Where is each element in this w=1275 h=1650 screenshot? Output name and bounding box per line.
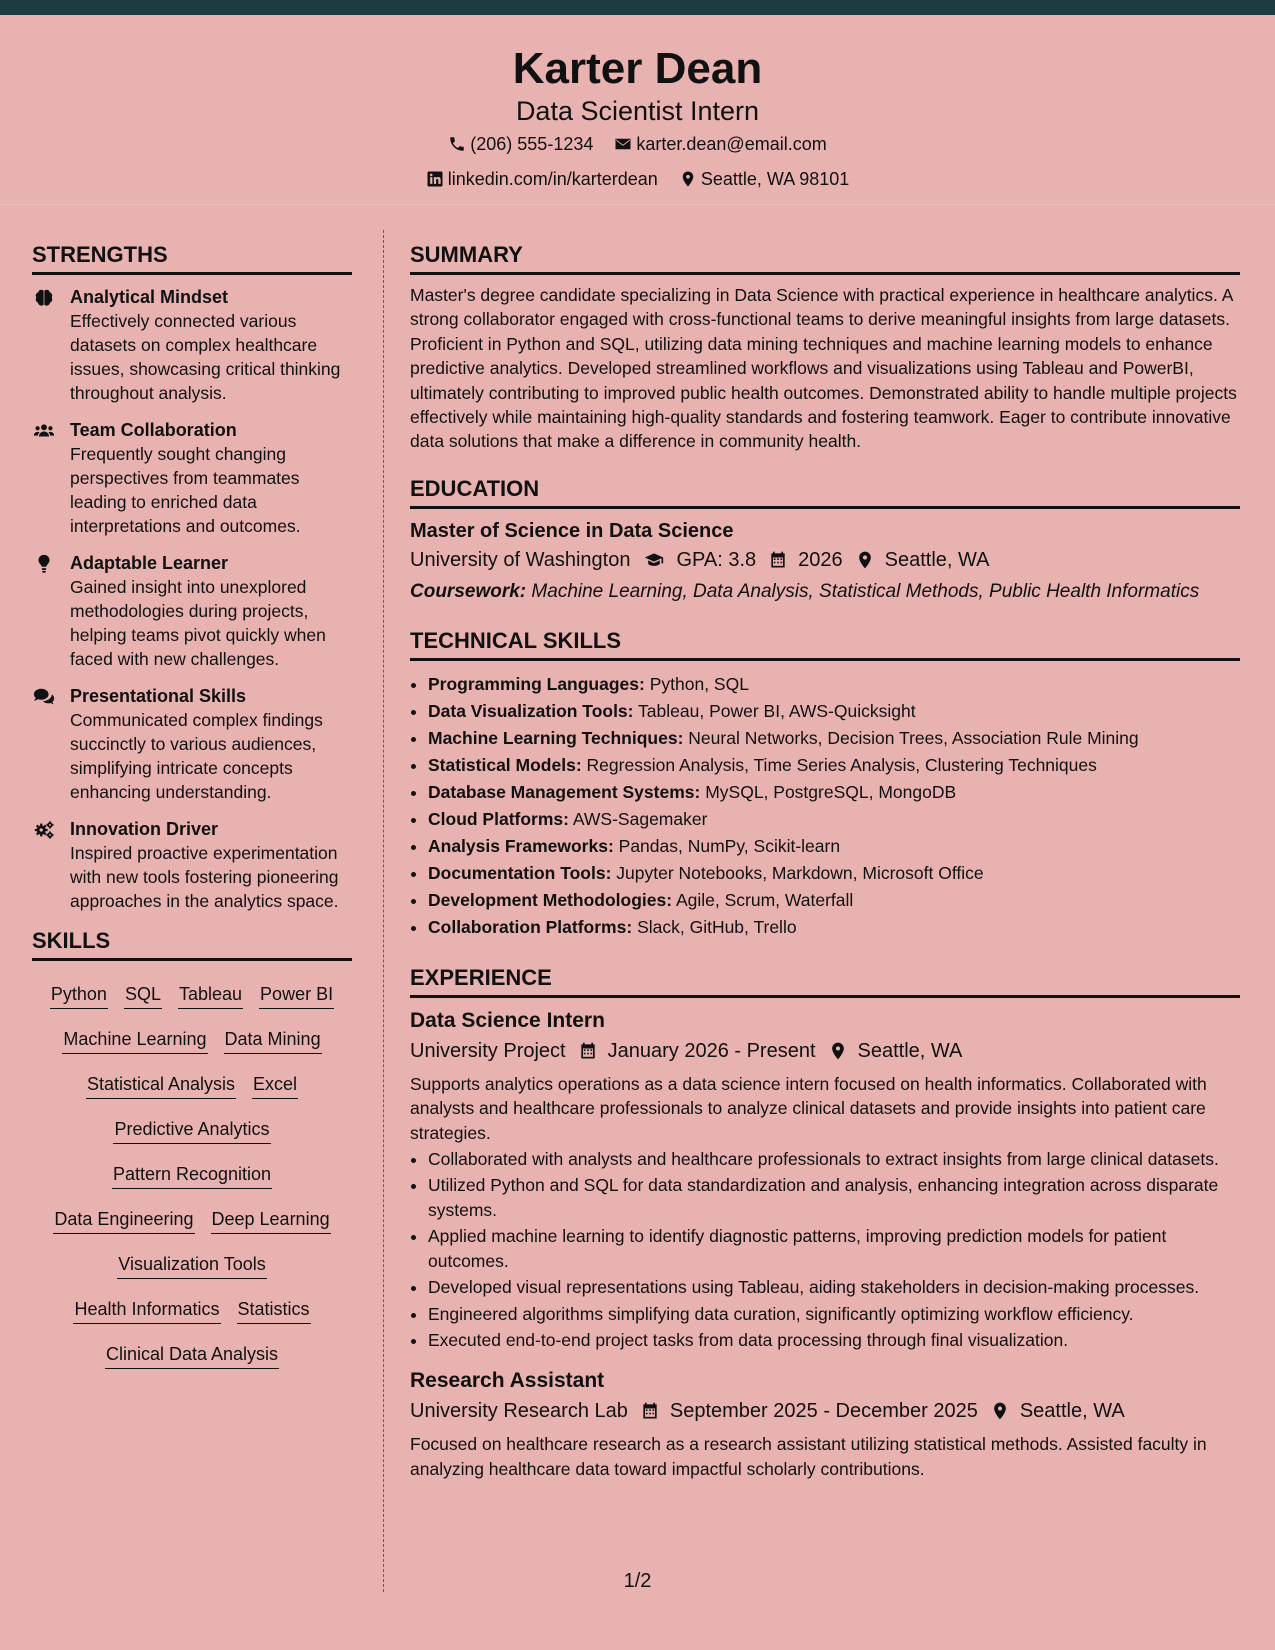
strength-title: Innovation Driver [70,819,219,839]
list-item [428,833,1240,860]
location-item [679,163,849,195]
location-text: Seattle, WA 98101 [700,169,850,189]
skill-row [32,1063,352,1108]
tech-skill-value: Jupyter Notebooks, Markdown, Microsoft Office [616,862,984,883]
list-item: • Developed visual representations using Tableau, aiding stakeholders in decision-making processes. [428,1275,1240,1299]
list-item: • Utilized Python and SQL for data standardization and analysis, enhancing integration across disparate systems. [428,1173,1240,1222]
skill-row [32,1153,352,1198]
tech-skill-value: Slack, GitHub, Trello [637,916,797,937]
skills-heading: SKILLS [32,926,352,961]
calendar-icon [640,1401,660,1421]
list-item [428,698,1240,725]
job-entry [410,1366,1240,1481]
strength-title: Adaptable Learner [70,553,229,573]
email-text: karter.dean@email.com [636,134,827,154]
strength-item [32,817,352,913]
skill-tag: Data Mining [224,1027,322,1054]
coursework-label: Coursework: [410,580,527,602]
strength-item [32,285,352,405]
skill-tag: SQL [124,982,162,1009]
left-column [32,240,352,1378]
summary-heading: SUMMARY [410,240,1240,275]
skill-row [32,1198,352,1243]
strength-desc: Frequently sought changing perspectives from teammates leading to enriched data interpretations and outcomes. [70,444,301,536]
skill-tag: Excel [252,1072,298,1099]
brain-icon [32,287,56,309]
skill-tag: Tableau [178,982,243,1009]
tech-skill-label: Analysis Frameworks: [428,835,614,856]
page-number: 1/2 [623,1570,652,1592]
linkedin-item[interactable] [426,163,658,195]
skill-tag: Data Engineering [53,1207,194,1234]
tech-skill-value: Pandas, NumPy, Scikit-learn [618,835,841,856]
calendar-icon [768,550,788,570]
tech-skill-value: Regression Analysis, Time Series Analysis, Clustering Techniques [586,754,1097,775]
resume-header [0,15,1275,205]
phone-text: (206) 555-1234 [470,134,594,154]
coursework-list: Machine Learning, Data Analysis, Statistical Methods, Public Health Informatics [531,580,1200,602]
phone-item [448,128,593,160]
skill-tag: Machine Learning [62,1027,207,1054]
list-item [428,860,1240,887]
list-item [428,752,1240,779]
candidate-role: Data Scientist Intern [515,96,760,126]
strength-desc: Gained insight into unexplored methodologies during projects, helping teams pivot quickly when faced with new challenges. [70,577,326,669]
tech-skill-label: Cloud Platforms: [428,808,569,829]
users-icon [32,420,56,442]
job-location: Seattle, WA [1019,1400,1125,1423]
skills-tags [32,973,352,1378]
list-item [428,671,1240,698]
job-dates: January 2026 - Present [607,1039,816,1062]
skill-tag: Pattern Recognition [112,1162,272,1189]
job-location: Seattle, WA [857,1039,963,1062]
job-entry [410,1006,1240,1352]
map-marker-icon [855,550,875,570]
graduation-year: 2026 [798,548,843,571]
map-marker-icon [990,1401,1010,1421]
list-item [428,887,1240,914]
job-bullets [428,1147,1240,1352]
skill-tag: Clinical Data Analysis [105,1342,279,1369]
experience-heading: EXPERIENCE [410,963,1240,998]
strength-desc: Inspired proactive experimentation with new tools fostering pioneering approaches in the analytics space. [70,843,339,911]
gears-icon [32,819,56,841]
skill-tag: Statistics [237,1297,311,1324]
tech-skill-value: AWS-Sagemaker [572,808,708,829]
strength-title: Presentational Skills [70,686,247,706]
strength-title: Analytical Mindset [70,287,229,307]
right-column [410,240,1240,1481]
job-meta [410,1396,1240,1426]
top-color-bar [0,0,1275,15]
strength-item [32,684,352,804]
column-divider [383,230,384,1592]
strength-desc: Effectively connected various datasets on complex healthcare issues, showcasing critical thinking throughout analysis. [70,311,341,403]
skill-tag: Predictive Analytics [113,1117,270,1144]
strength-desc: Communicated complex findings succinctly to various audiences, simplifying intricate concepts enhancing understanding. [70,710,323,802]
tech-skill-label: Documentation Tools: [428,862,612,883]
degree-title: Master of Science in Data Science [410,519,734,542]
contact-line-1 [0,128,1275,163]
technical-skills-heading: TECHNICAL SKILLS [410,626,1240,661]
tech-skill-label: Development Methodologies: [428,889,673,910]
tech-skill-label: Statistical Models: [428,754,582,775]
strengths-heading: STRENGTHS [32,240,352,275]
job-description: Focused on healthcare research as a research assistant utilizing statistical methods. Assisted faculty in analyzing healthcare data toward impactful scholarly contributions. [410,1434,1207,1479]
strength-item [32,418,352,538]
job-description: Supports analytics operations as a data science intern focused on health informatics. Collaborated with analysts and healthcare professionals to analyze clinical datasets and provide insights into patient care strategies. [410,1073,1207,1143]
candidate-name: Karter Dean [512,44,763,93]
email-item[interactable] [614,128,826,160]
skill-tag: Statistical Analysis [86,1072,236,1099]
job-meta [410,1036,1240,1066]
tech-skill-value: Tableau, Power BI, AWS-Quicksight [638,700,916,721]
linkedin-text: linkedin.com/in/karterdean [447,169,658,189]
school-name: University of Washington [410,548,631,571]
job-title: Data Science Intern [410,1008,605,1032]
education-meta [410,545,1240,575]
phone-icon [448,135,466,153]
skill-row [32,1333,352,1378]
list-item [428,914,1240,941]
summary-text: Master's degree candidate specializing in Data Science with practical experience in healthcare analytics. A strong collaborator engaged with cross-functional teams to derive meaningful insights from large datasets. Proficient in Python and SQL, utilizing data mining techniques and machine learning models to enhance predictive analytics. Developed streamlined workflows and visualizations using Tableau and PowerBI, ultimately contributing to improved public health outcomes. Demonstrated ability to handle multiple projects effectively while maintaining high-quality standards and fostering teamwork. Eager to contribute innovative data solutions that make a difference in community health. [410,285,1237,452]
tech-skill-label: Programming Languages: [428,673,645,694]
skill-row [32,1288,352,1333]
strength-title: Team Collaboration [70,420,237,440]
lightbulb-icon [32,553,56,575]
tech-skill-label: Data Visualization Tools: [428,700,634,721]
linkedin-icon [426,170,444,188]
skill-tag: Visualization Tools [117,1252,266,1279]
tech-skill-value: Neural Networks, Decision Trees, Association Rule Mining [688,727,1139,748]
list-item [428,806,1240,833]
list-item: • Collaborated with analysts and healthcare professionals to extract insights from large clinical datasets. [428,1147,1240,1171]
skill-tag: Health Informatics [73,1297,220,1324]
tech-skill-label: Machine Learning Techniques: [428,727,684,748]
calendar-icon [578,1041,598,1061]
list-item [428,725,1240,752]
list-item: • Applied machine learning to identify diagnostic patterns, improving prediction models for patient outcomes. [428,1224,1240,1273]
map-marker-icon [679,170,697,188]
job-org: University Project [410,1039,566,1062]
envelope-icon [614,135,632,153]
strength-item [32,551,352,671]
list-item [428,779,1240,806]
coursework [410,580,1240,604]
list-item: • Engineered algorithms simplifying data curation, significantly optimizing workflow efficiency. [428,1302,1240,1326]
tech-skill-label: Collaboration Platforms: [428,916,633,937]
comments-icon [32,686,56,708]
education-location: Seattle, WA [884,548,990,571]
skill-row [32,1243,352,1288]
skill-tag: Deep Learning [211,1207,331,1234]
job-org: University Research Lab [410,1400,628,1423]
job-dates: September 2025 - December 2025 [669,1400,978,1423]
graduation-cap-icon [642,550,666,570]
tech-skill-label: Database Management Systems: [428,781,701,802]
skill-tag: Python [50,982,108,1009]
tech-skill-value: Python, SQL [649,673,749,694]
skill-row [32,973,352,1018]
technical-skills-list [428,671,1240,941]
skill-tag: Power BI [259,982,334,1009]
tech-skill-value: Agile, Scrum, Waterfall [675,889,854,910]
education-heading: EDUCATION [410,474,1240,509]
gpa-text: GPA: 3.8 [676,548,757,571]
tech-skill-value: MySQL, PostgreSQL, MongoDB [705,781,957,802]
skill-row [32,1108,352,1153]
strengths-list [32,285,352,913]
job-title: Research Assistant [410,1369,605,1393]
contact-line-2 [0,163,1275,198]
map-marker-icon [828,1041,848,1061]
skill-row [32,1018,352,1063]
list-item: • Executed end-to-end project tasks from data processing through final visualization. [428,1328,1240,1352]
